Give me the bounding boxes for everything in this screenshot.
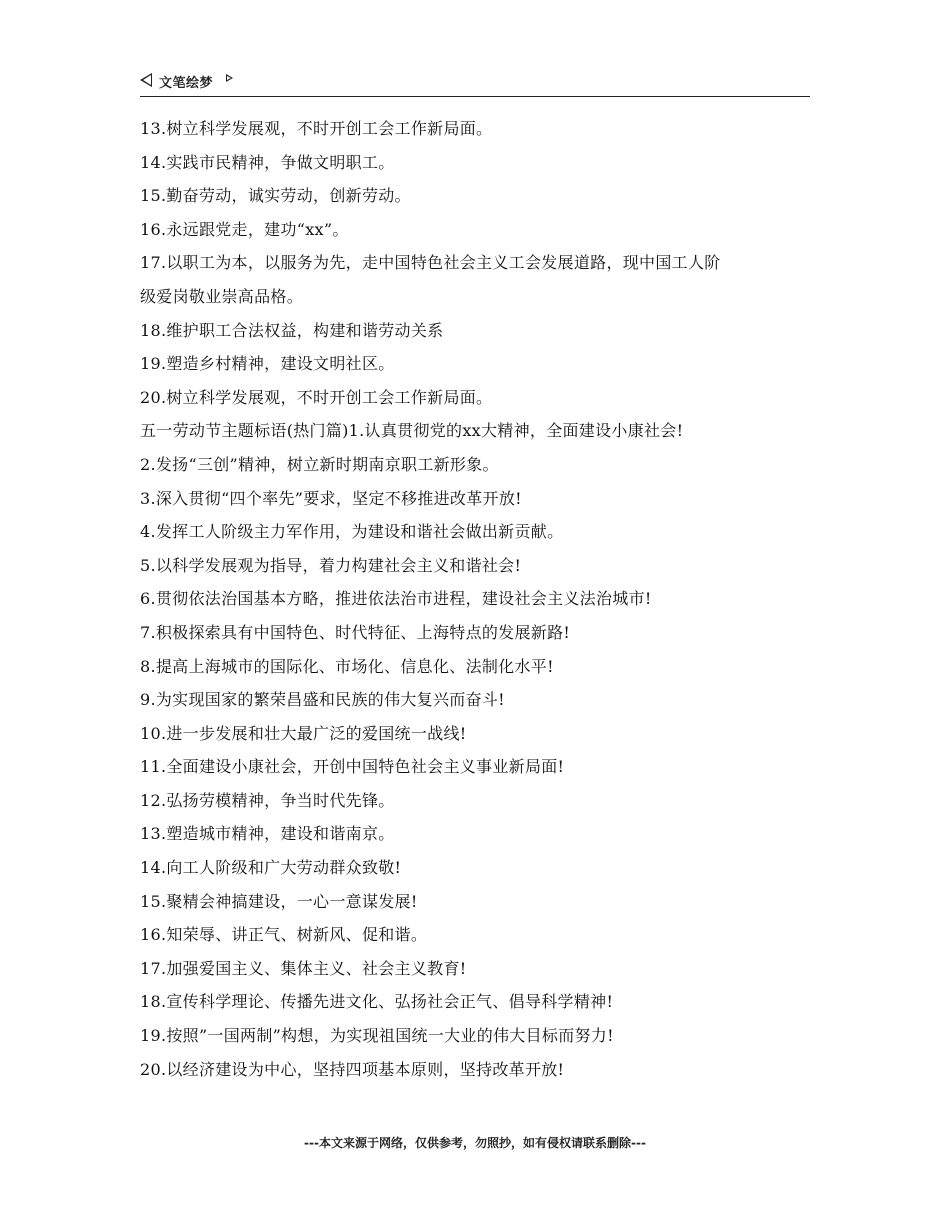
text-line: 20.树立科学发展观，不时开创工会工作新局面。 [140,387,493,407]
text-line: 4.发挥工人阶级主力军作用，为建设和谐社会做出新贡献。 [140,522,564,542]
text-line: 16.永远跟党走，建功“xx”。 [140,219,349,239]
text-line: 17.以职工为本，以服务为先，走中国特色社会主义工会发展道路，现中国工人阶 [140,253,721,273]
text-line: 17.加强爱国主义、集体主义、社会主义教育! [140,958,467,978]
document-body [140,112,820,1086]
page-footer: ---本文来源于网络，仅供参考，勿照抄，如有侵权请联系删除--- [304,1136,646,1150]
text-line: 3.深入贯彻“四个率先”要求，坚定不移推进改革开放! [140,488,522,508]
text-line: 16.知荣辱、讲正气、树新风、促和谐。 [140,925,428,945]
text-line: 级爱岗敬业崇高品格。 [140,286,304,306]
brand-title: 文笔绘梦 [159,76,214,91]
text-line: 18.维护职工合法权益，构建和谐劳动关系 [140,320,444,340]
text-line: 10.进一步发展和壮大最广泛的爱国统一战线! [140,723,467,743]
left-triangle-icon [140,73,152,87]
text-line: 19.塑造乡村精神，建设文明社区。 [140,354,395,374]
page-header [140,70,810,97]
text-line: 13.树立科学发展观，不时开创工会工作新局面。 [140,119,493,138]
text-line: 2.发扬“三创”精神，树立新时期南京职工新形象。 [140,454,499,474]
text-line: 12.弘扬劳模精神，争当时代先锋。 [140,790,395,810]
text-line: 11.全面建设小康社会，开创中国特色社会主义事业新局面! [140,757,565,777]
text-line: 6.贯彻依法治国基本方略，推进依法治市进程，建设社会主义法治城市! [140,589,652,609]
text-line: 9.为实现国家的繁荣昌盛和民族的伟大复兴而奋斗! [140,690,505,710]
text-line: 7.积极探索具有中国特色、时代特征、上海特点的发展新路! [140,622,571,642]
text-line: 14.实践市民精神，争做文明职工。 [140,152,395,172]
text-line: 18.宣传科学理论、传播先进文化、弘扬社会正气、倡导科学精神! [140,992,614,1012]
text-line: 8.提高上海城市的国际化、市场化、信息化、法制化水平! [140,656,554,676]
text-line: 19.按照”一国两制”构想，为实现祖国统一大业的伟大目标而努力! [140,1026,614,1046]
text-line: 13.塑造城市精神，建设和谐南京。 [140,824,395,844]
text-line: 5.以科学发展观为指导，着力构建社会主义和谐社会! [140,555,522,575]
text-line: 15.聚精会神搞建设，一心一意谋发展! [140,891,418,911]
section-heading-line: 五一劳动节主题标语(热门篇)1.认真贯彻党的xx大精神，全面建设小康社会! [140,421,684,441]
text-line: 20.以经济建设为中心，坚持四项基本原则，坚持改革开放! [140,1059,565,1079]
text-line: 15.勤奋劳动，诚实劳动，创新劳动。 [140,186,411,206]
text-line: 14.向工人阶级和广大劳动群众致敬! [140,858,402,878]
right-triangle-icon [226,74,233,82]
